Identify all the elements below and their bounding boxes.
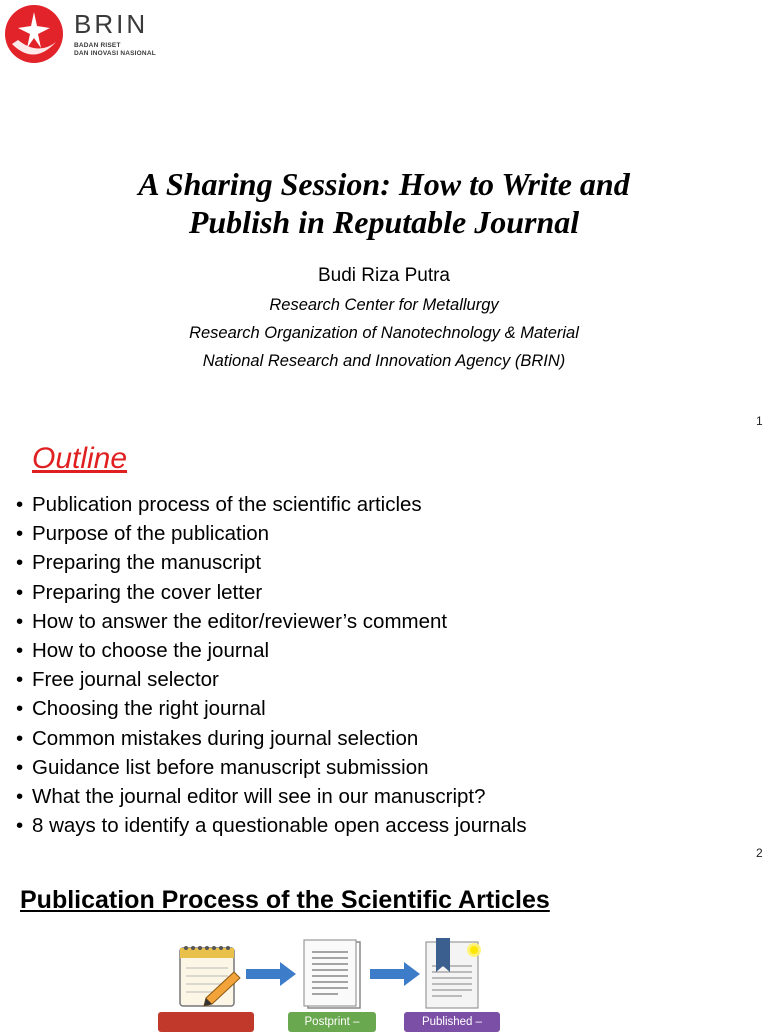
outline-item: • Free journal selector [16,665,527,694]
publication-process-heading: Publication Process of the Scientific Articles [20,886,550,914]
outline-item: • Preparing the cover letter [16,578,527,607]
outline-item: • How to choose the journal [16,636,527,665]
stage-label-postprint: Postprint – [288,1012,376,1032]
affiliation-2: Research Organization of Nanotechnology & Material [189,324,579,342]
brin-logo-icon [4,4,64,64]
outline-item: • Publication process of the scientific articles [16,490,527,519]
outline-item: • 8 ways to identify a questionable open access journals [16,811,527,840]
outline-item: • Common mistakes during journal selection [16,724,527,753]
stage-label-manuscript [158,1012,254,1032]
bookmarked-document-icon [422,936,486,1010]
arrow-right-icon [246,962,296,986]
outline-item: • How to answer the editor/reviewer’s comment [16,607,527,636]
outline-heading: Outline [32,442,128,475]
outline-list [16,490,527,840]
brin-logo [4,4,164,68]
logo-brand-text: BRIN [74,9,149,39]
document-icon [300,938,366,1010]
title-line-2: Publish in Reputable Journal [188,204,580,240]
outline-item: • Purpose of the publication [16,519,527,548]
logo-subtitle-line1: BADAN RISET [74,42,121,49]
outline-item: • Guidance list before manuscript submission [16,753,527,782]
arrow-right-icon [370,962,420,986]
page-number-1: 1 [756,414,763,428]
title-line-1: A Sharing Session: How to Write and [138,166,630,202]
affiliation-1: Research Center for Metallurgy [269,296,499,314]
logo-subtitle-line2: DAN INOVASI NASIONAL [74,50,156,57]
outline-item: • Choosing the right journal [16,694,527,723]
stage-label-published: Published – [404,1012,500,1032]
page-number-2: 2 [756,846,763,860]
affiliation-3: National Research and Innovation Agency (BRIN) [202,352,566,370]
outline-item: • What the journal editor will see in our manuscript? [16,782,527,811]
author-name: Budi Riza Putra [317,265,450,286]
notepad-pencil-icon [176,942,244,1010]
outline-item: • Preparing the manuscript [16,548,527,577]
